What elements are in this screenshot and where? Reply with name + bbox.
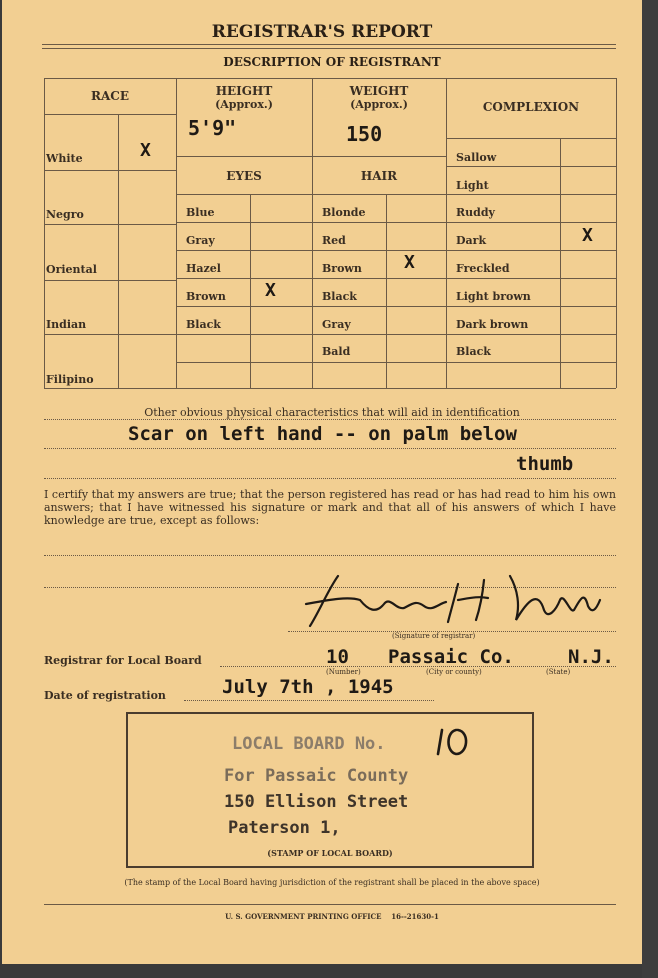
complexion-option-dark: Dark [456,234,487,247]
title-rule [42,44,616,45]
eyes-option-gray: Gray [186,234,215,247]
stamp-number-handwritten [434,724,484,758]
physical-line-1: Scar on left hand -- on palm below [128,423,517,445]
board-county-caption: (City or county) [426,668,482,676]
complexion-option-sallow: Sallow [456,151,497,164]
hair-option-black: Black [322,290,357,303]
registration-card [2,0,642,964]
board-label: Registrar for Local Board [44,654,202,667]
weight-value: 150 [346,122,383,146]
hair-brown-mark: X [404,252,415,273]
height-sub: (Approx.) [215,98,273,111]
board-county: Passaic Co. [388,646,514,668]
date-value: July 7th , 1945 [222,676,394,698]
complexion-option-light-brown: Light brown [456,290,531,303]
board-number-caption: (Number) [326,668,361,676]
complexion-header: COMPLEXION [482,100,580,114]
complexion-dark-mark: X [582,225,593,246]
hair-option-gray: Gray [322,318,351,331]
stamp-caption: (STAMP OF LOCAL BOARD) [267,848,393,858]
board-state-caption: (State) [546,668,571,676]
scan-edge [642,0,658,978]
eyes-option-hazel: Hazel [186,262,221,275]
race-option-negro: Negro [46,208,84,221]
eyes-option-black: Black [186,318,221,331]
stamp-line-4: Paterson 1, [228,818,341,838]
complexion-option-freckled: Freckled [456,262,510,275]
eyes-header: EYES [226,169,262,183]
stamp-line-3: 150 Ellison Street [224,792,409,812]
complexion-option-black: Black [456,345,491,358]
race-option-oriental: Oriental [46,263,97,276]
printer-imprint: U. S. GOVERNMENT PRINTING OFFICE 16--21630-1 [225,912,439,921]
physical-line-2: thumb [516,453,574,475]
signature-caption: (Signature of registrar) [392,632,476,640]
complexion-option-dark-brown: Dark brown [456,318,529,331]
eyes-option-blue: Blue [186,206,215,219]
stamp-line-1: LOCAL BOARD No. [232,734,386,754]
race-option-filipino: Filipino [46,373,94,386]
complexion-option-light: Light [456,179,489,192]
hair-option-blonde: Blonde [322,206,366,219]
hair-header: HAIR [360,169,398,183]
stamp-footnote: (The stamp of the Local Board having jurisdiction of the registrant shall be placed in the above space) [124,878,540,887]
physical-prompt: Other obvious physical characteristics that will aid in identification [144,406,520,419]
stamp-box [126,712,534,868]
race-header: RACE [91,89,129,103]
eyes-option-brown: Brown [186,290,226,303]
eyes-brown-mark: X [265,280,276,301]
section-subtitle: DESCRIPTION OF REGISTRANT [223,55,441,69]
board-state: N.J. [568,646,614,668]
complexion-option-ruddy: Ruddy [456,206,495,219]
registrar-signature [298,570,608,632]
race-option-white: White [46,152,83,165]
weight-header: WEIGHT [349,84,409,98]
race-white-mark: X [140,140,151,161]
hair-option-red: Red [322,234,346,247]
height-header: HEIGHT [215,84,273,98]
title-rule-2 [42,48,616,49]
date-label: Date of registration [44,689,166,702]
race-option-indian: Indian [46,318,87,331]
hair-option-bald: Bald [322,345,351,358]
hair-option-brown: Brown [322,262,362,275]
weight-sub: (Approx.) [350,98,408,111]
certification-text: I certify that my answers are true; that the person registered has read or has had read to him his own answers; that I have witnessed his signature or mark and that all of his answers of which I have knowledge are true, except as follows: [44,488,616,527]
stamp-line-2: For Passaic County [224,766,409,786]
board-number: 10 [326,646,349,668]
page-title: REGISTRAR'S REPORT [211,22,433,42]
height-value: 5'9" [188,116,237,140]
